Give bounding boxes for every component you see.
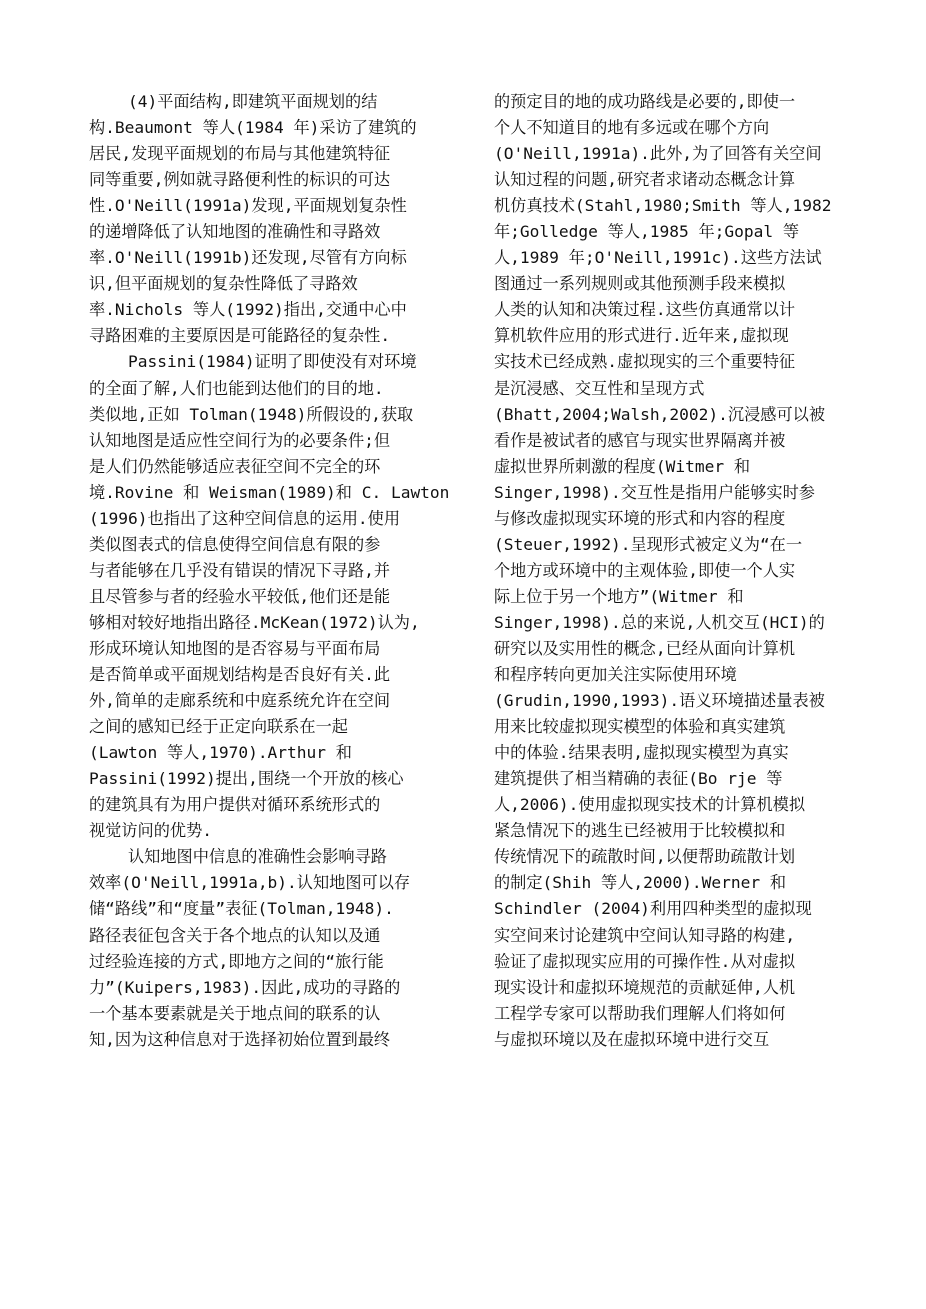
left-column-text-line: 效率(O'Neill,1991a,b).认知地图可以存: [89, 873, 411, 893]
left-text-column: [89, 89, 449, 1053]
left-column-text-line: (4)平面结构,即建筑平面规划的结: [89, 92, 378, 111]
right-column-text-line: 现实设计和虚拟环境规范的贡献延伸,人机: [494, 977, 796, 997]
left-column-text-line: Passini(1992)提出,围绕一个开放的核心: [89, 769, 404, 789]
right-column-text-line: 看作是被试者的感官与现实世界隔离并被: [494, 430, 786, 450]
left-column-text-line: 同等重要,例如就寻路便利性的标识的可达: [89, 170, 391, 190]
right-column-text-line: 紧急情况下的逃生已经被用于比较模拟和: [494, 821, 786, 841]
left-column-text-line: 一个基本要素就是关于地点间的联系的认: [89, 1003, 381, 1023]
right-column-text-line: (Grudin,1990,1993).语义环境描述量表被: [494, 691, 825, 711]
right-column-text-line: (O'Neill,1991a).此外,为了回答有关空间: [494, 144, 822, 164]
right-column-text-line: 人,2006).使用虚拟现实技术的计算机模拟: [494, 795, 806, 815]
right-column-text-line: (Bhatt,2004;Walsh,2002).沉浸感可以被: [494, 404, 826, 424]
right-column-text-line: 建筑提供了相当精确的表征(Bo rje 等: [494, 769, 783, 789]
right-column-text-line: 与虚拟环境以及在虚拟环境中进行交互: [494, 1029, 770, 1049]
right-column-text-line: 中的体验.结果表明,虚拟现实模型为真实: [494, 743, 789, 763]
left-column-text-line: 视觉访问的优势.: [89, 821, 213, 841]
left-column-text-line: 知,因为这种信息对于选择初始位置到最终: [89, 1029, 391, 1049]
right-column-text-line: 研究以及实用性的概念,已经从面向计算机: [494, 638, 796, 658]
right-column-text-line: 工程学专家可以帮助我们理解人们将如何: [494, 1003, 786, 1023]
left-column-text-line: 构.Beaumont 等人(1984 年)采访了建筑的: [89, 118, 417, 138]
right-column-text-line: 图通过一系列规则或其他预测手段来模拟: [494, 274, 786, 294]
right-column-text-line: (Steuer,1992).呈现形式被定义为“在一: [494, 534, 803, 554]
left-column-text-line: 认知地图是适应性空间行为的必要条件;但: [89, 430, 391, 450]
left-column-text-line: 类似图表式的信息使得空间信息有限的参: [89, 534, 381, 554]
left-column-text-line: 境.Rovine 和 Weisman(1989)和 C. Lawton: [89, 482, 450, 502]
left-column-text-line: 路径表征包含关于各个地点的认知以及通: [89, 925, 381, 945]
right-column-text-line: 虚拟世界所刺激的程度(Witmer 和: [494, 456, 751, 476]
right-column-text-line: 人类的认知和决策过程.这些仿真通常以计: [494, 300, 796, 320]
left-column-text-line: 与者能够在几乎没有错误的情况下寻路,并: [89, 560, 391, 580]
left-column-text-line: 形成环境认知地图的是否容易与平面布局: [89, 638, 381, 658]
left-column-text-line: 储“路线”和“度量”表征(Tolman,1948).: [89, 899, 394, 919]
right-column-text-line: Schindler (2004)利用四种类型的虚拟现: [494, 899, 812, 919]
right-column-text-line: 人,1989 年;O'Neill,1991c).这些方法试: [494, 248, 822, 268]
left-column-text-line: 力”(Kuipers,1983).因此,成功的寻路的: [89, 977, 401, 997]
left-column-text-line: 的建筑具有为用户提供对循环系统形式的: [89, 795, 381, 815]
right-column-text-line: 年;Golledge 等人,1985 年;Gopal 等: [494, 222, 800, 242]
left-column-text-line: 识,但平面规划的复杂性降低了寻路效: [89, 274, 358, 294]
left-column-text-line: 之间的感知已经于正定向联系在一起: [89, 717, 348, 737]
right-column-text-line: 验证了虚拟现实应用的可操作性.从对虚拟: [494, 951, 796, 971]
right-column-text-line: 和程序转向更加关注实际使用环境: [494, 665, 737, 685]
right-column-text-line: 实空间来讨论建筑中空间认知寻路的构建,: [494, 925, 796, 945]
left-column-text-line: 是否简单或平面规划结构是否良好有关.此: [89, 665, 391, 685]
right-column-text-line: 传统情况下的疏散时间,以便帮助疏散计划: [494, 847, 796, 867]
left-column-text-line: 类似地,正如 Tolman(1948)所假设的,获取: [89, 404, 414, 424]
left-column-text-line: (1996)也指出了这种空间信息的运用.使用: [89, 508, 401, 528]
right-column-text-line: Singer,1998).交互性是指用户能够实时参: [494, 482, 815, 502]
left-column-text-line: 寻路困难的主要原因是可能路径的复杂性.: [89, 326, 391, 346]
right-column-text-line: 际上位于另一个地方”(Witmer 和: [494, 586, 744, 606]
right-column-text-line: 与修改虚拟现实环境的形式和内容的程度: [494, 508, 786, 528]
left-column-text-line: 率.O'Neill(1991b)还发现,尽管有方向标: [89, 248, 407, 268]
left-column-text-line: 性.O'Neill(1991a)发现,平面规划复杂性: [89, 196, 407, 216]
right-column-text-line: Singer,1998).总的来说,人机交互(HCI)的: [494, 612, 825, 632]
left-column-text-line: 居民,发现平面规划的布局与其他建筑特征: [89, 144, 391, 164]
right-column-text-line: 算机软件应用的形式进行.近年来,虚拟现: [494, 326, 789, 346]
left-column-text-line: 过经验连接的方式,即地方之间的“旅行能: [89, 951, 384, 971]
right-column-text-line: 个地方或环境中的主观体验,即使一个人实: [494, 560, 796, 580]
right-column-text-line: 是沉浸感、交互性和呈现方式: [494, 378, 705, 398]
right-column-text-line: 的预定目的地的成功路线是必要的,即使一: [494, 92, 796, 111]
right-column-text-line: 的制定(Shih 等人,2000).Werner 和: [494, 873, 787, 893]
right-column-text-line: 机仿真技术(Stahl,1980;Smith 等人,1982: [494, 196, 832, 216]
right-column-text-line: 认知过程的问题,研究者求诸动态概念计算: [494, 170, 796, 190]
right-text-column: [494, 89, 844, 1053]
left-column-text-line: 外,简单的走廊系统和中庭系统允许在空间: [89, 691, 391, 711]
right-column-text-line: 个人不知道目的地有多远或在哪个方向: [494, 118, 770, 138]
left-column-text-line: 的递增降低了认知地图的准确性和寻路效: [89, 222, 381, 242]
right-column-text-line: 用来比较虚拟现实模型的体验和真实建筑: [494, 717, 786, 737]
left-column-text-line: 认知地图中信息的准确性会影响寻路: [89, 847, 387, 867]
left-column-text-line: 的全面了解,人们也能到达他们的目的地.: [89, 378, 384, 398]
left-column-text-line: 率.Nichols 等人(1992)指出,交通中心中: [89, 300, 407, 320]
left-column-text-line: 是人们仍然能够适应表征空间不完全的环: [89, 456, 381, 476]
left-column-text-line: 且尽管参与者的经验水平较低,他们还是能: [89, 586, 391, 606]
right-column-text-line: 实技术已经成熟.虚拟现实的三个重要特征: [494, 352, 796, 372]
left-column-text-line: 够相对较好地指出路径.McKean(1972)认为,: [89, 612, 420, 632]
left-column-text-line: Passini(1984)证明了即使没有对环境: [89, 352, 417, 372]
left-column-text-line: (Lawton 等人,1970).Arthur 和: [89, 743, 352, 763]
